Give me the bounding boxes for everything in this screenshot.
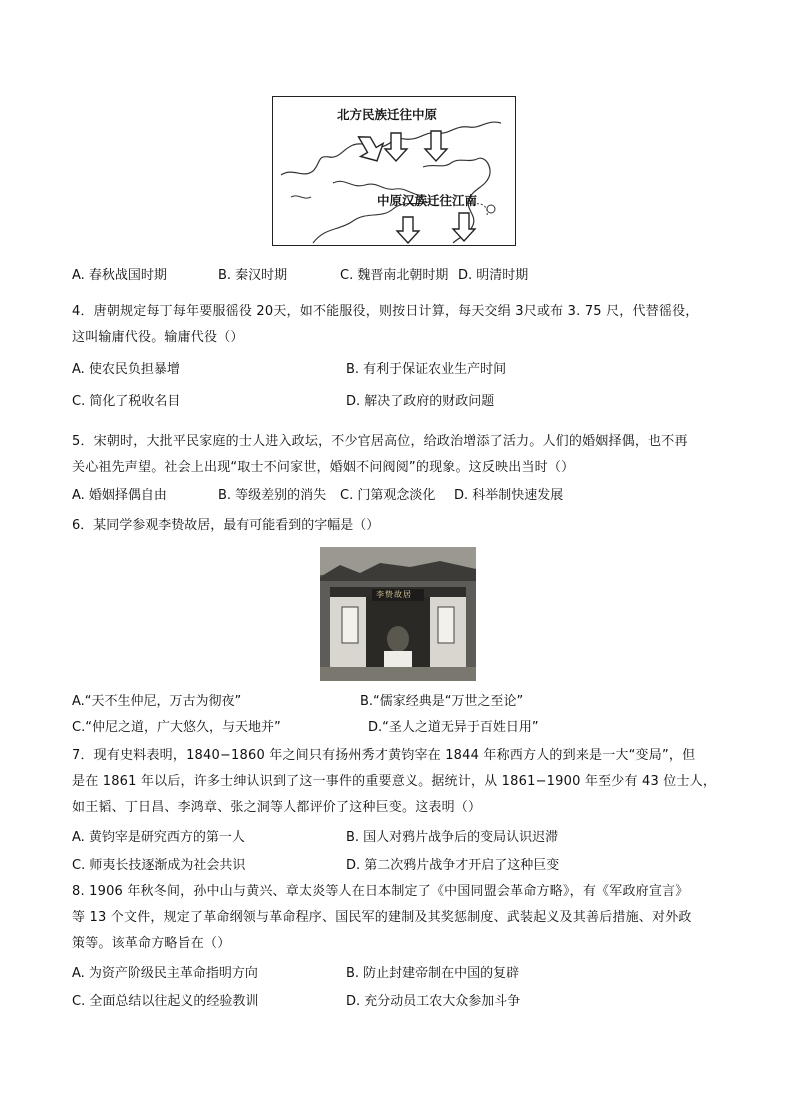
migration-map — [272, 96, 516, 246]
q5-stem-line-2: 关心祖先声望。社会上出现“取士不问家世，婚姻不问阀阅”的现象。这反映出当时（） — [72, 460, 575, 475]
q5-option-d: D. 科举制快速发展 — [454, 488, 564, 503]
q4-option-d: D. 解决了政府的财政问题 — [346, 394, 495, 409]
q6-option-c: C.“仲尼之道，广大悠久，与天地并” — [72, 720, 281, 735]
residence-plaque-text: 李贽故居 — [376, 590, 412, 599]
q4-option-a: A. 使农民负担暴增 — [72, 362, 180, 377]
q6-option-d: D.“圣人之道无异于百姓日用” — [368, 720, 539, 735]
q5-option-a: A. 婚姻择偶自由 — [72, 488, 167, 503]
q3-option-b: B. 秦汉时期 — [218, 268, 288, 283]
q7-option-a: A. 黄钧宰是研究西方的第一人 — [72, 830, 245, 845]
q5-option-b: B. 等级差别的消失 — [218, 488, 327, 503]
q5-stem-line-1: 5．宋朝时，大批平民家庭的士人进入政坛，不少官居高位，给政治增添了活力。人们的婚姻择偶，也不再 — [72, 434, 688, 449]
q8-stem-line-1: 8. 1906 年秋冬间，孙中山与黄兴、章太炎等人在日本制定了《中国同盟会革命方略》，有《军政府宣言》 — [72, 884, 689, 899]
q8-option-c: C. 全面总结以往起义的经验教训 — [72, 994, 259, 1009]
q4-stem-line-1: 4．唐朝规定每丁每年要服徭役 20天，如不能服役，则按日计算，每天交绢 3尺或布 3. 75 尺，代替徭役， — [72, 304, 699, 319]
q7-stem-line-1: 7．现有史料表明，1840−1860 年之间只有扬州秀才黄钧宰在 1844 年称西方人的到来是一大“变局”，但 — [72, 748, 696, 763]
q7-option-c: C. 师夷长技逐渐成为社会共识 — [72, 858, 246, 873]
q4-stem-line-2: 这叫输庸代役。输庸代役（） — [72, 330, 244, 345]
q6-stem: 6．某同学参观李贽故居，最有可能看到的字幅是（） — [72, 518, 380, 533]
q6-option-a: A.“天不生仲尼，万古为彻夜” — [72, 694, 242, 709]
q3-option-a: A. 春秋战国时期 — [72, 268, 167, 283]
q7-option-d: D. 第二次鸦片战争才开启了这种巨变 — [346, 858, 560, 873]
map-label-south: 中原汉族迁往江南 — [377, 193, 478, 208]
q4-option-c: C. 简化了税收名目 — [72, 394, 181, 409]
migration-arrow-icons — [273, 97, 514, 244]
q8-stem-line-2: 等 13 个文件，规定了革命纲领与革命程序、国民军的建制及其奖惩制度、武装起义及其善后措施、对外政 — [72, 910, 692, 925]
q3-option-c: C. 魏晋南北朝时期 — [340, 268, 449, 283]
q8-option-d: D. 充分动员工农大众参加斗争 — [346, 994, 521, 1009]
q3-option-d: D. 明清时期 — [458, 268, 529, 283]
q8-stem-line-3: 策等。该革命方略旨在（） — [72, 936, 231, 951]
q7-stem-line-2: 是在 1861 年以后，许多士绅认识到了这一事件的重要意义。据统计，从 1861−1900 年至少有 43 位士人， — [72, 774, 717, 789]
q7-option-b: B. 国人对鸦片战争后的变局认识迟滞 — [346, 830, 559, 845]
q6-option-b: B.“儒家经典是“万世之至论” — [360, 694, 524, 709]
map-label-north: 北方民族迁往中原 — [337, 107, 438, 122]
q5-option-c: C. 门第观念淡化 — [340, 488, 436, 503]
residence-building-drawing — [320, 547, 476, 681]
q4-option-b: B. 有利于保证农业生产时间 — [346, 362, 507, 377]
q8-option-b: B. 防止封建帝制在中国的复辟 — [346, 966, 520, 981]
q8-option-a: A. 为资产阶级民主革命指明方向 — [72, 966, 258, 981]
former-residence-photo — [320, 547, 476, 681]
q7-stem-line-3: 如王韬、丁日昌、李鸿章、张之洞等人都评价了这种巨变。这表明（） — [72, 800, 482, 815]
